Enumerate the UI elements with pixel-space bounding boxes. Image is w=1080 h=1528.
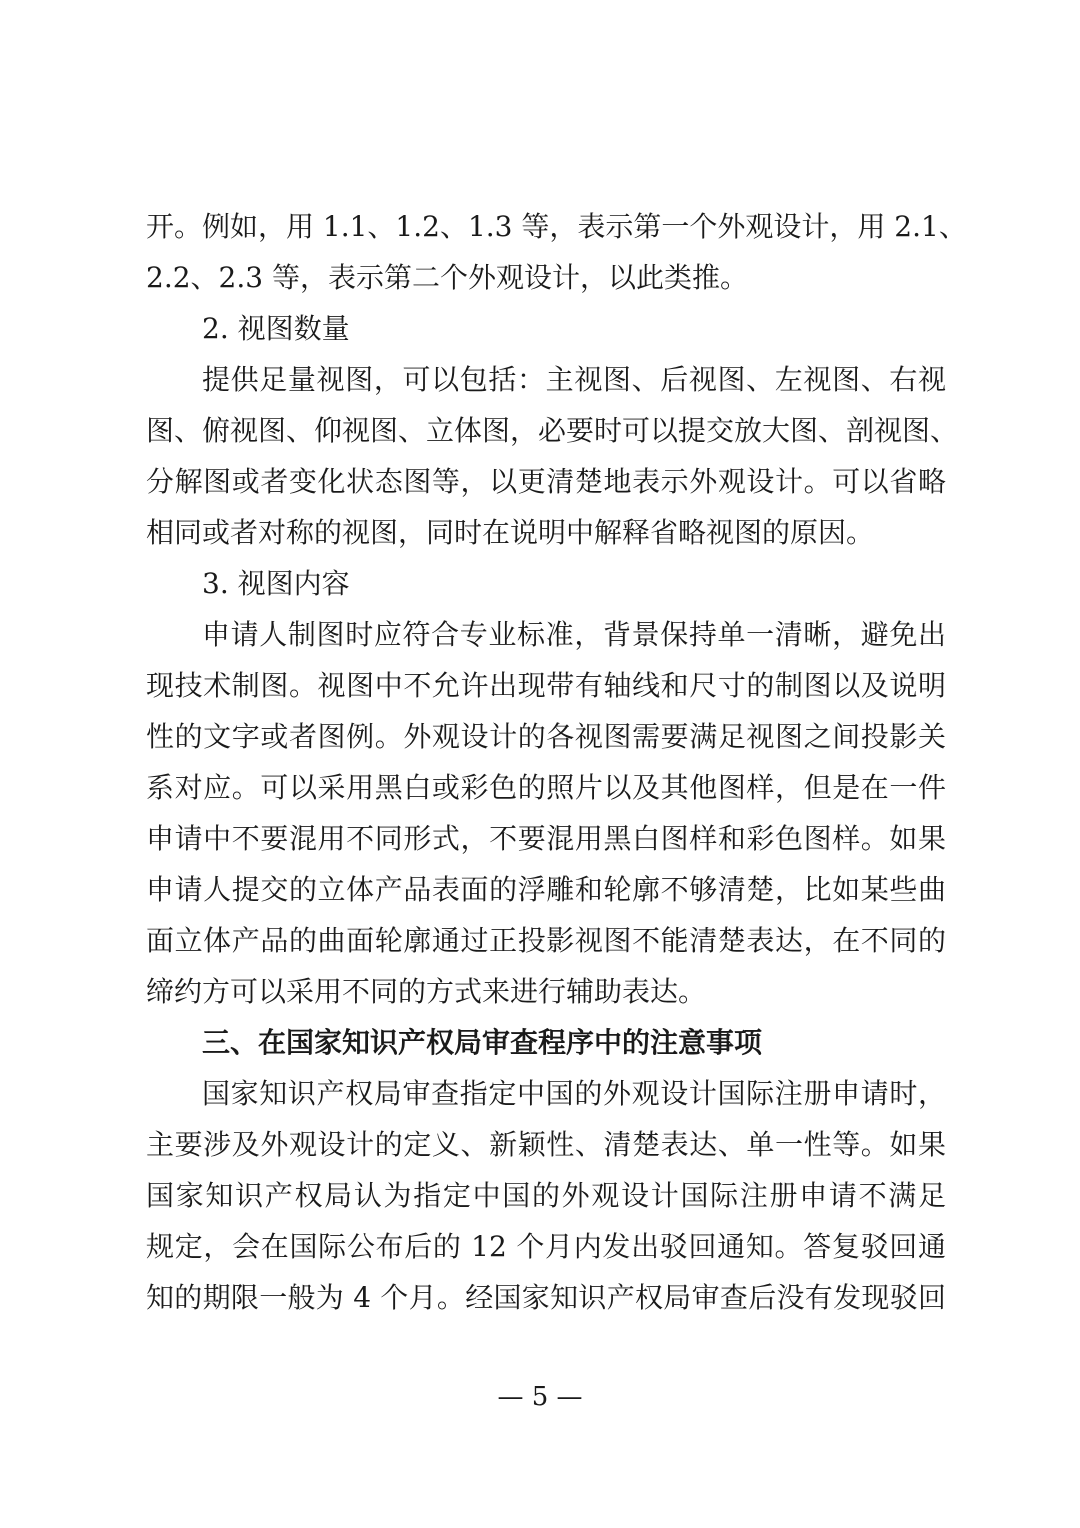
body-line: 现技术制图。视图中不允许出现带有轴线和尺寸的制图以及说明 bbox=[146, 669, 946, 702]
body-line: 缔约方可以采用不同的方式来进行辅助表达。 bbox=[146, 975, 707, 1008]
subheading-view-count: 2. 视图数量 bbox=[202, 312, 350, 345]
page-number: — 5 — bbox=[497, 1382, 583, 1412]
body-line: 申请人制图时应符合专业标准，背景保持单一清晰，避免出 bbox=[202, 618, 946, 651]
subheading-view-content: 3. 视图内容 bbox=[202, 567, 350, 600]
body-line: 系对应。可以采用黑白或彩色的照片以及其他图样，但是在一件 bbox=[146, 771, 946, 804]
body-line: 申请中不要混用不同形式，不要混用黑白图样和彩色图样。如果 bbox=[146, 822, 946, 855]
body-line: 规定，会在国际公布后的 12 个月内发出驳回通知。答复驳回通 bbox=[146, 1230, 946, 1263]
body-line: 国家知识产权局认为指定中国的外观设计国际注册申请不满足 bbox=[146, 1179, 946, 1212]
body-line: 分解图或者变化状态图等，以更清楚地表示外观设计。可以省略 bbox=[146, 465, 946, 498]
body-line: 国家知识产权局审查指定中国的外观设计国际注册申请时， bbox=[202, 1077, 946, 1110]
body-line: 提供足量视图，可以包括：主视图、后视图、左视图、右视 bbox=[202, 363, 946, 396]
body-line: 申请人提交的立体产品表面的浮雕和轮廓不够清楚，比如某些曲 bbox=[146, 873, 946, 906]
body-line: 相同或者对称的视图，同时在说明中解释省略视图的原因。 bbox=[146, 516, 875, 549]
body-line: 开。例如，用 1.1、1.2、1.3 等，表示第一个外观设计，用 2.1、 bbox=[146, 210, 967, 243]
document-body bbox=[146, 201, 967, 1323]
body-line: 2.2、2.3 等，表示第二个外观设计，以此类推。 bbox=[146, 261, 748, 294]
section-heading: 三、在国家知识产权局审查程序中的注意事项 bbox=[202, 1026, 763, 1059]
body-line: 图、俯视图、仰视图、立体图，必要时可以提交放大图、剖视图、 bbox=[146, 414, 959, 447]
body-line: 知的期限一般为 4 个月。经国家知识产权局审查后没有发现驳回 bbox=[146, 1281, 946, 1314]
body-line: 性的文字或者图例。外观设计的各视图需要满足视图之间投影关 bbox=[146, 720, 946, 753]
body-line: 面立体产品的曲面轮廓通过正投影视图不能清楚表达，在不同的 bbox=[146, 924, 946, 957]
body-line: 主要涉及外观设计的定义、新颖性、清楚表达、单一性等。如果 bbox=[146, 1128, 946, 1161]
